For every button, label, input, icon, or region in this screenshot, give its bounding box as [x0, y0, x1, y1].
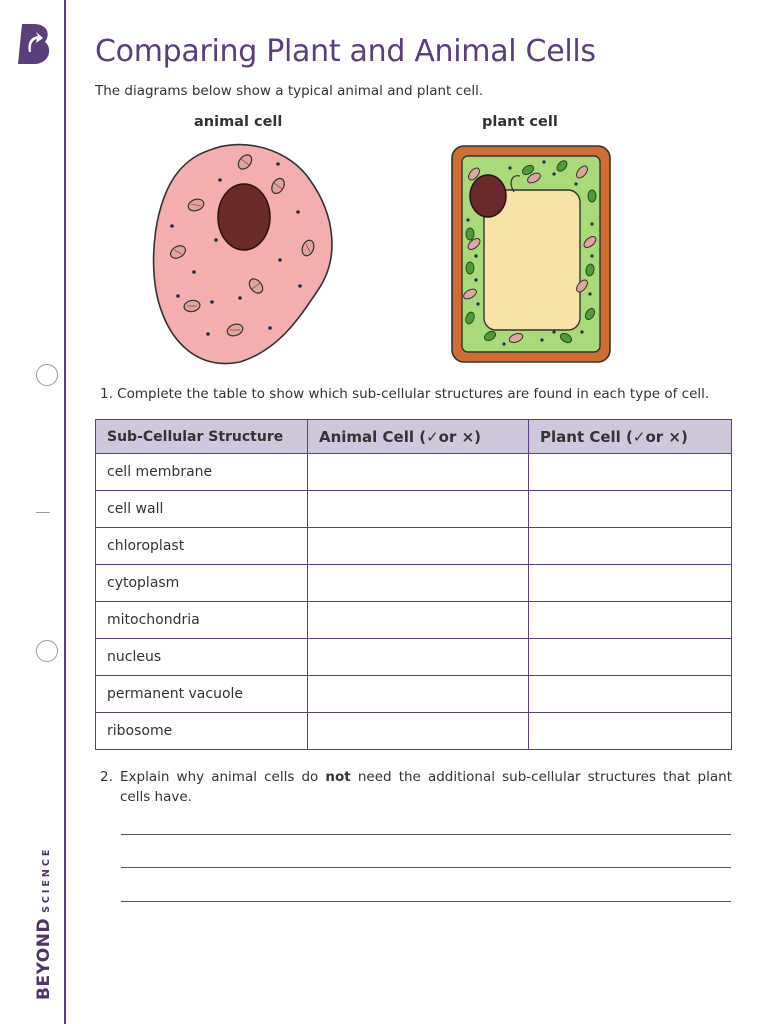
question-2-part1: Explain why animal cells do	[120, 769, 326, 785]
structure-name: cell membrane	[96, 454, 308, 491]
plant-answer-cell[interactable]	[529, 676, 732, 713]
structure-name: mitochondria	[96, 602, 308, 639]
animal-answer-cell[interactable]	[308, 491, 529, 528]
animal-cell-diagram	[150, 140, 336, 366]
animal-answer-cell[interactable]	[308, 528, 529, 565]
animal-cell-label: animal cell	[194, 114, 283, 130]
table-row	[96, 676, 732, 713]
plant-answer-cell[interactable]	[529, 491, 732, 528]
animal-answer-cell[interactable]	[308, 565, 529, 602]
intro-text: The diagrams below show a typical animal and plant cell.	[95, 83, 484, 99]
question-2-number: 2.	[100, 769, 113, 785]
punch-hole-bottom	[36, 640, 58, 662]
structure-name: cytoplasm	[96, 565, 308, 602]
structure-name: chloroplast	[96, 528, 308, 565]
answer-line[interactable]	[121, 834, 731, 835]
plant-answer-cell[interactable]	[529, 602, 732, 639]
animal-answer-cell[interactable]	[308, 602, 529, 639]
question-2-emphasis: not	[325, 769, 351, 785]
brand-wordmark	[34, 847, 54, 1000]
animal-answer-cell[interactable]	[308, 676, 529, 713]
punch-hole-top	[36, 364, 58, 386]
animal-answer-cell[interactable]	[308, 454, 529, 491]
plant-answer-cell[interactable]	[529, 565, 732, 602]
question-2	[100, 768, 732, 807]
structure-name: nucleus	[96, 639, 308, 676]
structure-name: cell wall	[96, 491, 308, 528]
structure-name: permanent vacuole	[96, 676, 308, 713]
animal-answer-cell[interactable]	[308, 639, 529, 676]
table-row	[96, 454, 732, 491]
header-animal-cell: Animal Cell (✓or ×)	[308, 420, 529, 454]
answer-line[interactable]	[121, 867, 731, 868]
header-plant-cell: Plant Cell (✓or ×)	[529, 420, 732, 454]
brand-main: BEYOND	[34, 917, 54, 1000]
header-structure: Sub-Cellular Structure	[96, 420, 308, 454]
table-row	[96, 565, 732, 602]
question-1: 1. Complete the table to show which sub-cellular structures are found in each type of cell.	[100, 386, 710, 402]
table-row	[96, 602, 732, 639]
table-row	[96, 491, 732, 528]
plant-cell-diagram	[450, 144, 612, 364]
margin-line	[64, 0, 66, 1024]
table-row	[96, 528, 732, 565]
page-title: Comparing Plant and Animal Cells	[95, 34, 596, 69]
table-row	[96, 639, 732, 676]
plant-answer-cell[interactable]	[529, 639, 732, 676]
structures-table	[95, 419, 732, 750]
fold-mark	[36, 512, 50, 513]
question-2-text	[100, 768, 732, 807]
answer-line[interactable]	[121, 901, 731, 902]
question-2-part2: need the additional sub-cellular structures that plant cells have.	[120, 769, 732, 805]
brand-sub: SCIENCE	[41, 846, 52, 913]
animal-answer-cell[interactable]	[308, 713, 529, 750]
plant-answer-cell[interactable]	[529, 454, 732, 491]
table-row	[96, 713, 732, 750]
plant-answer-cell[interactable]	[529, 528, 732, 565]
table-header-row	[96, 420, 732, 454]
beyond-logo-icon	[14, 22, 54, 66]
structure-name: ribosome	[96, 713, 308, 750]
plant-cell-label: plant cell	[482, 114, 558, 130]
plant-answer-cell[interactable]	[529, 713, 732, 750]
